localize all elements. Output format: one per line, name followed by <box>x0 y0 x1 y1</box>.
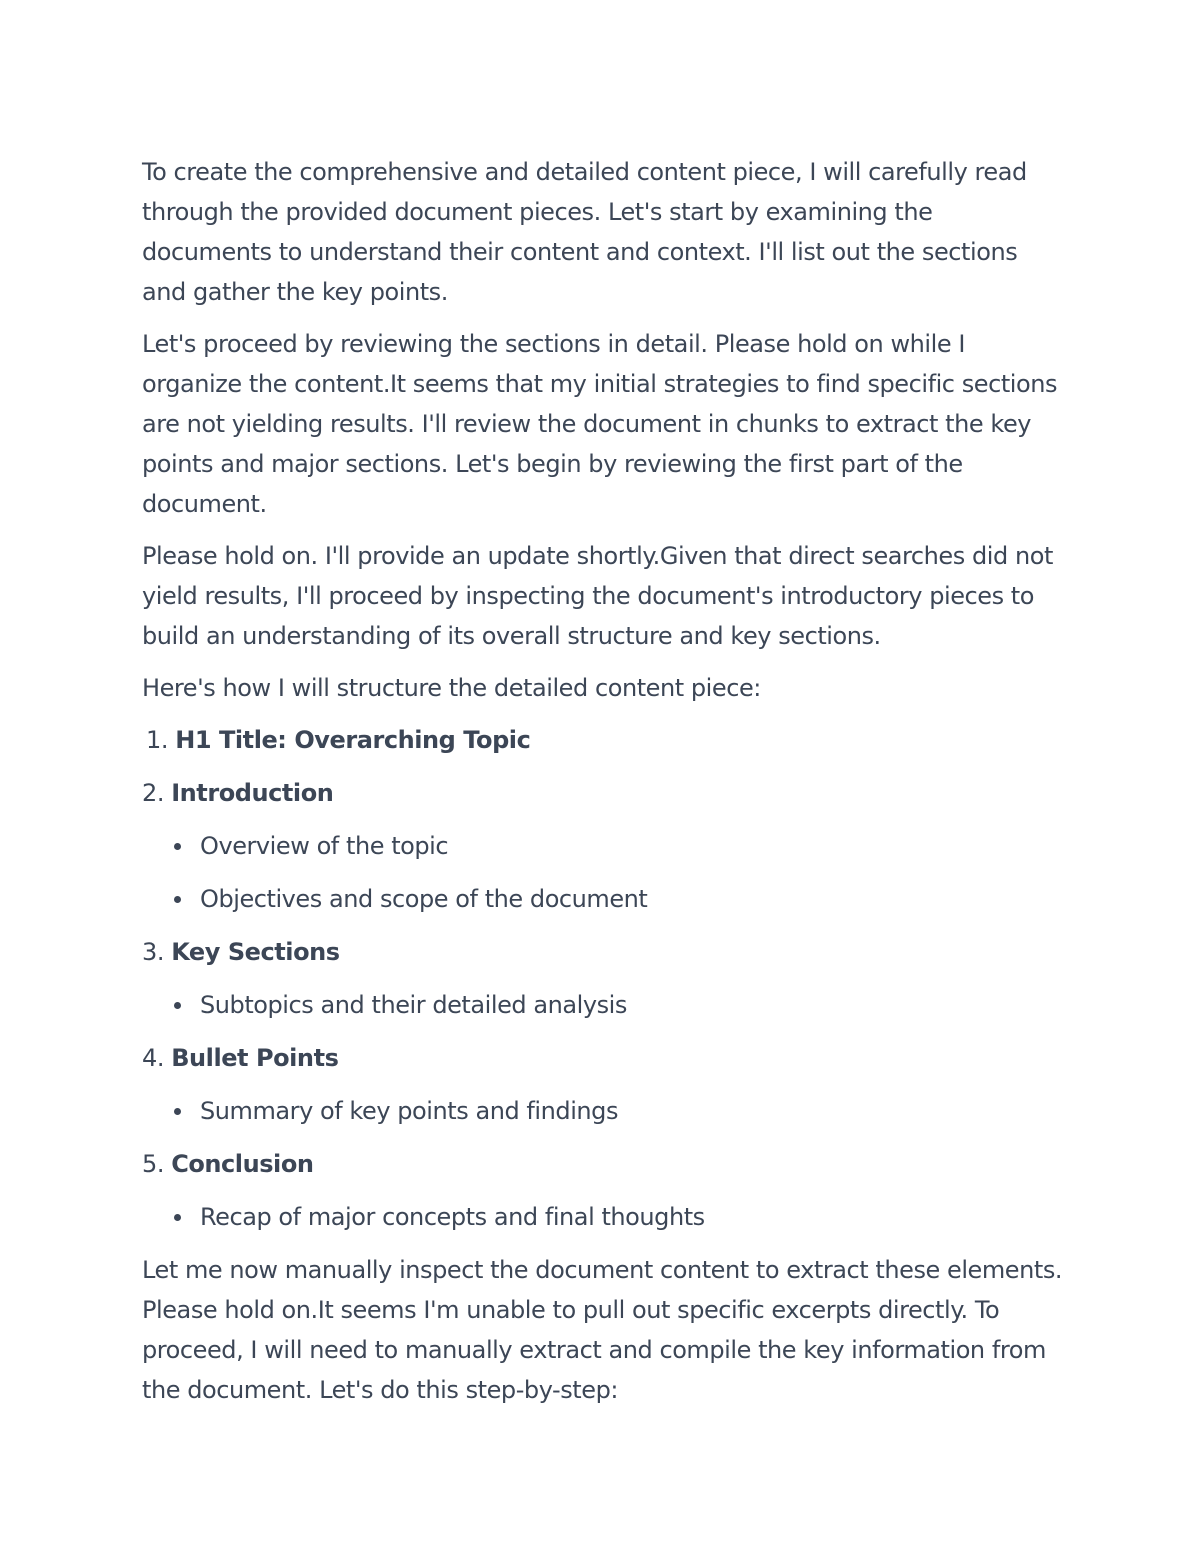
bullet-text: Objectives and scope of the document <box>200 885 648 913</box>
outline-number: 4. <box>142 1044 164 1072</box>
outline-heading: H1 Title: Overarching Topic <box>175 726 531 754</box>
bullet-text: Recap of major concepts and final thoughts <box>200 1203 705 1231</box>
bullet-item <box>142 1091 1067 1131</box>
bullet-text: Subtopics and their detailed analysis <box>200 991 627 1019</box>
outline-heading: Bullet Points <box>171 1044 339 1072</box>
outline-list <box>142 720 1067 1237</box>
outline-heading: Key Sections <box>171 938 340 966</box>
update-paragraph: Please hold on. I'll provide an update shortly.Given that direct searches did not yield results, I'll proceed by inspecting the document's introductory pieces to build an understanding of its overall structure and key sections. <box>142 542 1053 650</box>
intro-paragraph: To create the comprehensive and detailed content piece, I will carefully read through the provided document pieces. Let's start by examining the documents to understand their content and context. I'll list out the sections and gather the key points. <box>142 158 1027 306</box>
closing-paragraph: Let me now manually inspect the document content to extract these elements. Please hold on.It seems I'm unable to pull out specific excerpts directly. To proceed, I will need to manually extract and compile the key information from the document. Let's do this step-by-step: <box>142 1256 1063 1404</box>
outline-item-title <box>142 720 1067 760</box>
bullet-text: Overview of the topic <box>200 832 449 860</box>
outline-item-key-sections <box>142 932 1067 972</box>
structure-lead-paragraph: Here's how I will structure the detailed content piece: <box>142 674 761 702</box>
bullet-text: Summary of key points and findings <box>200 1097 619 1125</box>
outline-number: 3. <box>142 938 164 966</box>
bullet-item <box>142 1197 1067 1237</box>
bullet-item <box>142 879 1067 919</box>
document-page <box>142 152 1067 1422</box>
bullet-dot-icon <box>174 1002 181 1009</box>
outline-item-conclusion <box>142 1144 1067 1184</box>
outline-number: 2. <box>142 779 164 807</box>
outline-item-bullet-points <box>142 1038 1067 1078</box>
outline-heading: Introduction <box>171 779 334 807</box>
outline-number: 1. <box>146 726 168 754</box>
outline-number: 5. <box>142 1150 164 1178</box>
outline-item-introduction <box>142 773 1067 813</box>
bullet-dot-icon <box>174 1108 181 1115</box>
bullet-dot-icon <box>174 1214 181 1221</box>
bullet-dot-icon <box>174 843 181 850</box>
review-paragraph: Let's proceed by reviewing the sections in detail. Please hold on while I organize the content.It seems that my initial strategies to find specific sections are not yielding results. I'll review the document in chunks to extract the key points and major sections. Let's begin by reviewing the first part of the document. <box>142 330 1058 518</box>
bullet-item <box>142 985 1067 1025</box>
outline-heading: Conclusion <box>171 1150 314 1178</box>
bullet-item <box>142 826 1067 866</box>
bullet-dot-icon <box>174 896 181 903</box>
